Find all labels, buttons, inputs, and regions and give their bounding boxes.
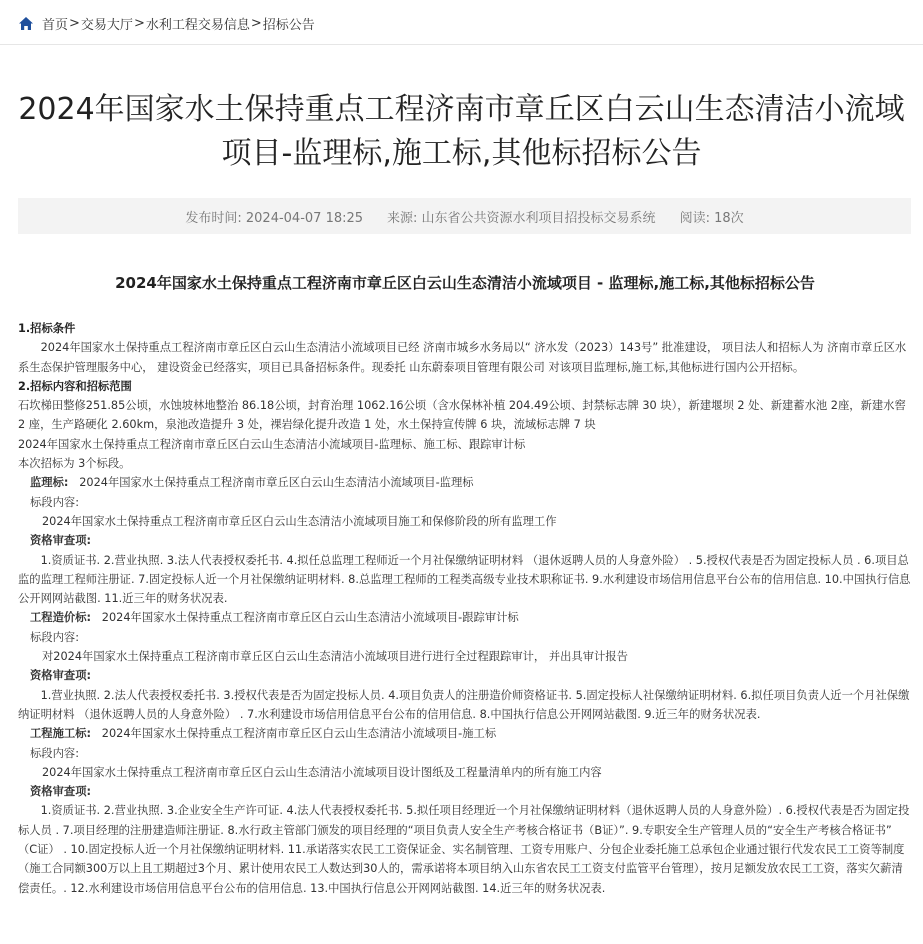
breadcrumb-separator: > <box>133 15 145 31</box>
breadcrumb-home-link[interactable]: 首页 <box>42 17 69 33</box>
lot-content-label: 标段内容: <box>30 495 79 509</box>
scope-lot-count: 本次招标为 3个标段。 <box>18 457 131 471</box>
lot-content: 2024年国家水土保持重点工程济南市章丘区白云山生态清洁小流域项目设计图纸及工程量清单内的所有施工内容 <box>42 765 602 779</box>
lot-qual-label: 资格审查项: <box>30 534 92 548</box>
article-meta <box>18 198 911 234</box>
lot-supervision-row <box>18 473 911 492</box>
scope-description: 石坎梯田整修251.85公顷，水蚀坡林地整治 86.18公顷，封育治理 1062.16公顷（含水保林补植 204.49公顷、封禁标志牌 30 块），新建堰坝 2 处、新建蓄水池 2座，新建水窖 2 座，生产路硬化 2.60km，泉池改造提升 3 处，裸岩绿化提升改造 1 处，水土保持宣传牌 6 块，流域标志牌 7 块 <box>18 399 906 432</box>
lot-content: 对2024年国家水土保持重点工程济南市章丘区白云山生态清洁小流域项目进行进行全过程跟踪审计， 并出具审计报告 <box>42 650 628 664</box>
lot-qual-items: 1.资质证书. 2.营业执照. 3.企业安全生产许可证. 4.法人代表授权委托书. 5.拟任项目经理近一个月社保缴纳证明材料（退休返聘人员的人身意外险）. 6.授权代表是否为固定投标人员 . 7.项目经理的注册建造师注册证. 8.水行政主管部门颁发的项目经理的“项目负责人安全生产考核合格证书（B证）”. 9.专职安全生产管理人员的“安全生产考核合格证书” （C证） . 10.固定投标人近一个月社保缴纳证明材料. 11.承诺落实农民工工资保证金、实名制管理、工资专用账户、分包企业委托施工总承包企业通过银行代发农民工工资等制度（施工合同额300万以上且工期超过3个月、累计使用农民工人数达到30人的，需承诺将本项目纳入山东省农民工工资支付监管平台管理），按月足额发放农民工工资，落实欠薪清偿责任。. 12.水利建设市场信用信息平台公布的信用信息. 13.中国执行信息公开网网站截图. 14.近三年的财务状况表. <box>18 804 910 895</box>
lot-content-label: 标段内容: <box>30 630 79 644</box>
breadcrumb-separator: > <box>69 15 80 31</box>
lot-label: 工程施工标: <box>30 727 92 741</box>
lot-content-label: 标段内容: <box>30 746 79 760</box>
article-source: 来源: 山东省公共资源水利项目招投标交易系统 <box>387 210 656 226</box>
lot-label: 工程造价标: <box>30 611 92 625</box>
breadcrumb-water-projects-link[interactable]: 水利工程交易信息 <box>145 17 250 33</box>
home-icon[interactable] <box>18 16 34 31</box>
lot-qual-items: 1.资质证书. 2.营业执照. 3.法人代表授权委托书. 4.拟任总监理工程师近一个月社保缴纳证明材料 （退休返聘人员的人身意外险） . 5.授权代表是否为固定投标人员 . 6.项目总监的监理工程师注册证. 7.固定投标人近一个月社保缴纳证明材料. 8.总监理工程师的工程类高级专业技术职称证书. 9.水利建设市场信用信息平台公布的信用信息. 10.中国执行信息公开网网站截图. 11.近三年的财务状况表. <box>18 553 911 606</box>
lot-qual-items: 1.营业执照. 2.法人代表授权委托书. 3.授权代表是否为固定投标人员. 4.项目负责人的注册造价师资格证书. 5.固定投标人社保缴纳证明材料. 6.拟任项目负责人近一个月社保缴纳证明材料 （退休返聘人员的人身意外险） . 7.水利建设市场信用信息平台公布的信用信息. 8.中国执行信息公开网网站截图. 9.近三年的财务状况表. <box>18 688 910 721</box>
section-heading-scope: 2.招标内容和招标范围 <box>18 379 132 393</box>
header-divider <box>0 44 923 45</box>
breadcrumb-separator: > <box>250 15 262 31</box>
breadcrumb-tender-notice-link[interactable]: 招标公告 <box>262 17 315 33</box>
page-title: 2024年国家水土保持重点工程济南市章丘区白云山生态清洁小流域项目-监理标,施工标,其他标招标公告 <box>18 92 905 171</box>
breadcrumb-trading-hall-link[interactable]: 交易大厅 <box>80 17 133 33</box>
lot-qual-label: 资格审查项: <box>30 669 92 683</box>
breadcrumb <box>18 12 315 34</box>
lot-content: 2024年国家水土保持重点工程济南市章丘区白云山生态清洁小流域项目施工和保修阶段的所有监理工作 <box>42 514 557 528</box>
lot-construction-row <box>18 724 911 743</box>
lot-label: 监理标: <box>30 476 69 490</box>
publish-time: 发布时间: 2024-04-07 18:25 <box>185 210 364 226</box>
lot-name: 2024年国家水土保持重点工程济南市章丘区白云山生态清洁小流域项目-监理标 <box>79 476 474 490</box>
lot-name: 2024年国家水土保持重点工程济南市章丘区白云山生态清洁小流域项目-施工标 <box>101 727 497 741</box>
lot-name: 2024年国家水土保持重点工程济南市章丘区白云山生态清洁小流域项目-跟踪审计标 <box>101 611 519 625</box>
section-heading-conditions: 1.招标条件 <box>18 322 76 335</box>
section-text-conditions: 2024年国家水土保持重点工程济南市章丘区白云山生态清洁小流域项目已经 济南市城乡水务局以“ 济水发（2023）143号” 批准建设， 项目法人和招标人为 济南市章丘区水系生态保护管理服务中心， 建设资金已经落实，项目已具备招标条件。现委托 山东蔚泰项目管理有限公司 对该项目监理标,施工标,其他标进行国内公开招标。 <box>18 341 907 374</box>
lot-cost-row <box>18 608 911 627</box>
scope-sections: 2024年国家水土保持重点工程济南市章丘区白云山生态清洁小流域项目-监理标、施工标、跟踪审计标 <box>18 437 526 451</box>
lot-qual-label: 资格审查项: <box>30 785 92 799</box>
document-title: 2024年国家水土保持重点工程济南市章丘区白云山生态清洁小流域项目 - 监理标,施工标,其他标招标公告 <box>115 274 815 292</box>
document-body <box>18 319 911 898</box>
read-count: 阅读: 18次 <box>679 210 744 226</box>
